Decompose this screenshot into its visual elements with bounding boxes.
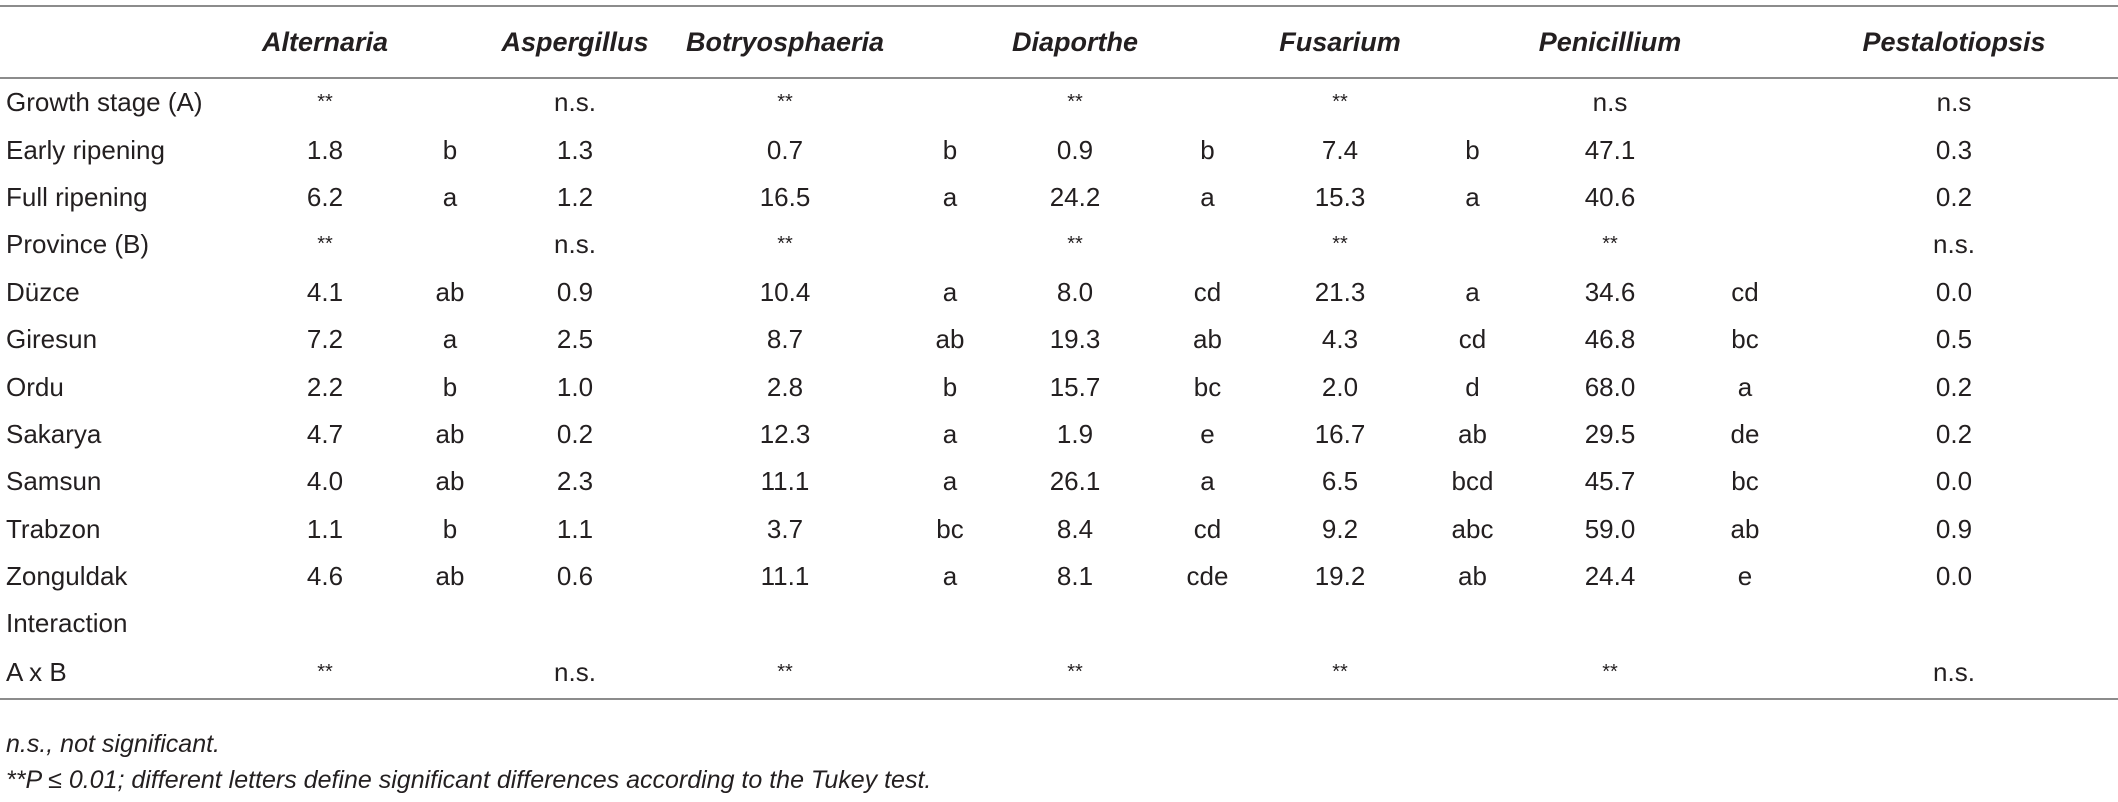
table-row xyxy=(0,648,2118,699)
table-cell xyxy=(410,78,490,126)
table-cell xyxy=(1520,600,1700,647)
table-cell: abc xyxy=(1451,513,1494,544)
table-cell: n.s. xyxy=(554,229,596,260)
table-cell: 1.1 xyxy=(306,513,344,544)
table-cell: cde xyxy=(1186,561,1229,592)
table-cell xyxy=(1790,600,2118,647)
table-cell: 1.1 xyxy=(556,513,594,544)
table-cell xyxy=(1700,648,1790,699)
table-cell: 21.3 xyxy=(1314,276,1366,307)
table-cell: 0.0 xyxy=(1935,276,1973,307)
table-cell: a xyxy=(1737,371,1753,402)
table-cell: ** xyxy=(1067,91,1083,114)
table-cell: 2.0 xyxy=(1321,371,1359,402)
table-cell: a xyxy=(942,561,958,592)
table-cell: 11.1 xyxy=(760,466,810,497)
column-header: Penicillium xyxy=(1520,6,1700,78)
table-row xyxy=(0,269,2118,316)
column-header: Fusarium xyxy=(1255,6,1425,78)
table-cell: a xyxy=(1465,276,1480,307)
table-cell: a xyxy=(942,466,958,497)
row-label: Samsun xyxy=(6,466,102,497)
column-header xyxy=(1160,6,1255,78)
table-cell: 4.1 xyxy=(306,276,344,307)
table-cell: 1.3 xyxy=(556,134,594,165)
row-label: Giresun xyxy=(6,324,98,355)
table-cell: ** xyxy=(240,648,410,699)
table-cell: bc xyxy=(1731,466,1759,497)
table-cell: 8.0 xyxy=(1056,276,1094,307)
table-cell: ab xyxy=(435,466,465,497)
row-label: Trabzon xyxy=(6,513,101,544)
table-cell: 0.2 xyxy=(1935,418,1973,449)
table-cell: 10.4 xyxy=(759,276,811,307)
table-cell: n.s xyxy=(1592,87,1628,118)
table-row xyxy=(0,316,2118,363)
column-header xyxy=(410,6,490,78)
table-cell: e xyxy=(1737,561,1753,592)
column-header: Aspergillus xyxy=(490,6,660,78)
table-cell: ab xyxy=(1458,561,1487,592)
table-cell: bc xyxy=(936,513,964,544)
table-header xyxy=(0,6,2118,78)
row-label: Interaction xyxy=(6,608,128,639)
table-cell: 1.2 xyxy=(556,181,594,212)
table-row xyxy=(0,78,2118,126)
table-cell: 0.5 xyxy=(1935,324,1973,355)
table-cell: 12.3 xyxy=(759,418,811,449)
table-cell xyxy=(1700,174,1790,221)
table-cell: cd xyxy=(1731,276,1759,307)
table-cell: 0.9 xyxy=(1056,134,1094,165)
table-cell xyxy=(410,648,490,699)
table-cell: n.s xyxy=(1936,87,1972,118)
table-cell: ab xyxy=(435,561,465,592)
table-cell: 11.1 xyxy=(760,561,810,592)
table-cell: 4.0 xyxy=(306,466,344,497)
table-cell: a xyxy=(1465,181,1480,212)
table-cell: 29.5 xyxy=(1584,418,1636,449)
table-row xyxy=(0,553,2118,600)
table-cell xyxy=(1160,221,1255,268)
table-cell: 0.9 xyxy=(1935,513,1973,544)
table-cell: 0.2 xyxy=(1935,371,1973,402)
table-cell: ab xyxy=(435,418,465,449)
table-cell: 6.5 xyxy=(1321,466,1359,497)
table-cell: n.s. xyxy=(1790,648,2118,699)
column-header: Diaporthe xyxy=(990,6,1160,78)
header-row xyxy=(0,6,2118,78)
table-cell xyxy=(910,221,990,268)
table-cell: ** xyxy=(660,648,910,699)
table-cell: 2.2 xyxy=(306,371,344,402)
table-cell: 16.7 xyxy=(1314,418,1366,449)
table-cell: a xyxy=(942,276,958,307)
table-cell: 46.8 xyxy=(1584,324,1636,355)
table-cell xyxy=(1700,78,1790,126)
table-cell: 26.1 xyxy=(1049,466,1101,497)
column-header: Botryosphaeria xyxy=(660,6,910,78)
table-cell: a xyxy=(942,418,958,449)
table-cell: 4.3 xyxy=(1321,324,1359,355)
table-cell: b xyxy=(442,134,458,165)
table-row xyxy=(0,506,2118,553)
table-row xyxy=(0,411,2118,458)
table-cell: 3.7 xyxy=(766,513,804,544)
table-cell: 2.8 xyxy=(766,371,804,402)
table-cell: 1.8 xyxy=(306,134,344,165)
table-cell xyxy=(1160,78,1255,126)
table-cell: 0.2 xyxy=(556,418,594,449)
table-cell: ab xyxy=(1193,324,1222,355)
table-cell: 0.6 xyxy=(556,561,594,592)
results-table xyxy=(0,5,2118,700)
table-cell: 47.1 xyxy=(1584,134,1636,165)
table-cell: 68.0 xyxy=(1584,371,1636,402)
table-cell: bc xyxy=(1193,371,1222,402)
row-label: Ordu xyxy=(6,371,64,402)
header-cell-empty xyxy=(0,6,240,78)
table-cell: bc xyxy=(1731,324,1759,355)
table-cell: d xyxy=(1465,371,1480,402)
table-cell xyxy=(910,600,990,647)
table-cell: a xyxy=(1200,466,1215,497)
table-row xyxy=(0,221,2118,268)
table-cell: ** xyxy=(1067,233,1083,256)
table-cell: ** xyxy=(1602,233,1618,256)
table-cell xyxy=(1160,600,1255,647)
table-cell: 0.9 xyxy=(556,276,594,307)
table-cell: ** xyxy=(777,91,793,114)
table-cell xyxy=(1425,221,1520,268)
table-cell: 15.7 xyxy=(1049,371,1101,402)
table-cell xyxy=(410,600,490,647)
table-cell: 0.0 xyxy=(1935,561,1973,592)
table-cell: a xyxy=(442,324,458,355)
table-cell xyxy=(1700,126,1790,173)
table-cell: b xyxy=(942,371,958,402)
column-header: Alternaria xyxy=(240,6,410,78)
table-cell: ** xyxy=(990,648,1160,699)
table-cell: 19.3 xyxy=(1049,324,1101,355)
table-cell: cd xyxy=(1193,513,1222,544)
row-label: A x B xyxy=(0,648,240,699)
table-cell: a xyxy=(1200,181,1215,212)
table-cell xyxy=(1425,648,1520,699)
table-cell: b xyxy=(942,134,958,165)
table-cell: 1.9 xyxy=(1056,418,1094,449)
table-cell: 34.6 xyxy=(1584,276,1636,307)
column-header: Pestalotiopsis xyxy=(1790,6,2118,78)
table-cell: ab xyxy=(1730,513,1760,544)
table-cell xyxy=(1255,600,1425,647)
table-cell: ab xyxy=(435,276,465,307)
table-cell: 45.7 xyxy=(1584,466,1636,497)
table-cell: 4.7 xyxy=(306,418,344,449)
table-row xyxy=(0,126,2118,173)
table-cell: ** xyxy=(317,91,333,114)
column-header xyxy=(1425,6,1520,78)
table-cell: bcd xyxy=(1451,466,1494,497)
table-cell xyxy=(990,600,1160,647)
table-cell xyxy=(1700,221,1790,268)
table-row xyxy=(0,363,2118,410)
row-label: Düzce xyxy=(6,276,80,307)
table-cell: 0.3 xyxy=(1935,134,1973,165)
table-row xyxy=(0,458,2118,505)
table-cell: 9.2 xyxy=(1321,513,1359,544)
table-cell: 15.3 xyxy=(1314,181,1366,212)
row-label: Growth stage (A) xyxy=(6,87,203,118)
footnotes xyxy=(6,726,931,798)
table-cell: 59.0 xyxy=(1584,513,1636,544)
table-cell xyxy=(1425,78,1520,126)
table-cell: 19.2 xyxy=(1314,561,1366,592)
table-cell xyxy=(490,600,660,647)
table-cell: 7.2 xyxy=(306,324,344,355)
table-cell: 16.5 xyxy=(759,181,811,212)
table-cell: ** xyxy=(1332,233,1348,256)
table-cell: 0.7 xyxy=(766,134,804,165)
row-label: Zonguldak xyxy=(6,561,128,592)
table-cell: 2.3 xyxy=(556,466,594,497)
table-cell xyxy=(410,221,490,268)
table-cell: 2.5 xyxy=(556,324,594,355)
table-cell: de xyxy=(1730,418,1760,449)
footnote-significance: **P ≤ 0.01; different letters define significant differences according to the Tukey test. xyxy=(6,766,932,794)
table-cell xyxy=(910,648,990,699)
table-cell xyxy=(1700,600,1790,647)
table-row xyxy=(0,174,2118,221)
table-cell: 8.7 xyxy=(766,324,804,355)
table-cell: ab xyxy=(935,324,965,355)
table-cell: 24.2 xyxy=(1049,181,1101,212)
table-cell: 8.4 xyxy=(1056,513,1094,544)
table-cell xyxy=(1160,648,1255,699)
table-cell: 0.2 xyxy=(1935,181,1973,212)
row-label: Province (B) xyxy=(6,229,150,260)
column-header xyxy=(910,6,990,78)
table-cell xyxy=(660,600,910,647)
table-cell xyxy=(910,78,990,126)
table-cell: b xyxy=(442,371,458,402)
table-cell: n.s. xyxy=(554,87,596,118)
table-body xyxy=(0,78,2118,699)
row-label: Early ripening xyxy=(6,134,165,165)
table-cell: 6.2 xyxy=(306,181,344,212)
column-header xyxy=(1700,6,1790,78)
footnote-ns: n.s., not significant. xyxy=(6,730,221,758)
table-cell: cd xyxy=(1193,276,1222,307)
table-cell: ** xyxy=(317,233,333,256)
row-label: Sakarya xyxy=(6,418,102,449)
table-cell: b xyxy=(1465,134,1480,165)
table-cell: a xyxy=(942,181,958,212)
table-cell: 4.6 xyxy=(306,561,344,592)
table-cell: n.s. xyxy=(490,648,660,699)
table-cell: e xyxy=(1200,418,1215,449)
table-cell: 0.0 xyxy=(1935,466,1973,497)
row-label: Full ripening xyxy=(6,181,148,212)
table-cell: b xyxy=(442,513,458,544)
table-cell: ** xyxy=(1520,648,1700,699)
table-cell: 7.4 xyxy=(1321,134,1359,165)
table-cell: n.s. xyxy=(1933,229,1975,260)
table-cell: ** xyxy=(1255,648,1425,699)
table-cell: 24.4 xyxy=(1584,561,1636,592)
table-cell: ** xyxy=(777,233,793,256)
table-cell: ** xyxy=(1332,91,1348,114)
table-cell: 40.6 xyxy=(1584,181,1636,212)
table-cell: ab xyxy=(1458,418,1487,449)
table-cell xyxy=(1425,600,1520,647)
table-cell: 1.0 xyxy=(556,371,594,402)
table-cell xyxy=(240,600,410,647)
table-cell: a xyxy=(442,181,458,212)
results-table-container xyxy=(0,5,2118,700)
table-cell: b xyxy=(1200,134,1215,165)
table-cell: cd xyxy=(1458,324,1487,355)
table-cell: 8.1 xyxy=(1056,561,1094,592)
table-row xyxy=(0,600,2118,647)
